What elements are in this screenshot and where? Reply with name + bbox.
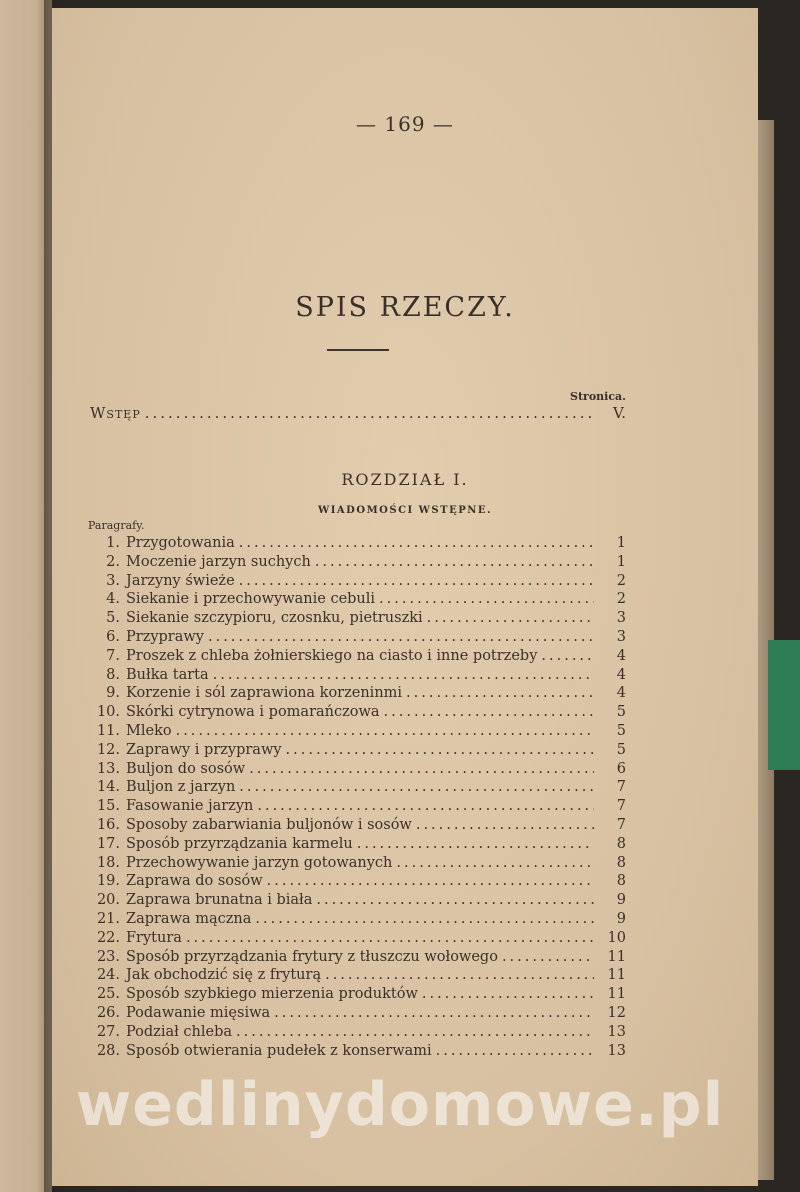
toc-entry-page: 9 <box>616 910 626 927</box>
dot-leader <box>257 797 594 816</box>
dot-leader <box>379 590 594 609</box>
toc-entry-number: 21. <box>96 910 120 927</box>
toc-entry-number: 10. <box>96 704 120 721</box>
toc-entry-title: Bułka tarta <box>126 666 209 683</box>
toc-entry-number: 16. <box>96 816 120 833</box>
toc-entry-number: 13. <box>96 760 120 777</box>
toc-entry-number: 5. <box>106 610 120 627</box>
toc-entry-number: 12. <box>96 741 120 758</box>
toc-entry <box>80 703 626 722</box>
dot-leader <box>422 985 594 1004</box>
toc-entry <box>80 854 626 873</box>
dot-leader <box>236 1023 594 1042</box>
dot-leader <box>176 722 594 741</box>
dot-leader <box>286 741 594 760</box>
toc-entry <box>80 816 626 835</box>
toc-entry-number: 26. <box>96 1004 120 1021</box>
dot-leader <box>384 703 594 722</box>
page-column-header: Stronica. <box>570 390 626 403</box>
toc-entry-number: 15. <box>96 798 120 815</box>
toc-entry <box>80 684 626 703</box>
toc-entry-page: 13 <box>607 1023 626 1040</box>
toc-entry-page: 13 <box>607 1042 626 1059</box>
intro-entry <box>90 404 626 422</box>
toc-entry-page: 1 <box>616 535 626 551</box>
toc-entry-title: Proszek z chleba żołnierskiego na ciasto i inne potrzeby <box>126 647 538 664</box>
toc-entry-title: Siekanie szczypioru, czosnku, pietruszki <box>126 610 423 627</box>
dot-leader <box>239 778 594 797</box>
paragraph-column-header: Paragrafy. <box>88 519 145 532</box>
toc-entry-page: 6 <box>616 760 626 777</box>
toc-entry-number: 19. <box>96 873 120 890</box>
dot-leader <box>427 609 594 628</box>
toc-entry-number: 25. <box>96 986 120 1003</box>
dot-leader <box>274 1004 594 1023</box>
dot-leader <box>239 572 594 591</box>
toc-entry <box>80 1023 626 1042</box>
toc-entry-number: 17. <box>96 835 120 852</box>
toc-entry-page: 8 <box>616 873 626 890</box>
toc-entry <box>80 835 626 854</box>
dot-leader <box>213 666 594 685</box>
toc-entry <box>80 590 626 609</box>
page-title: SPIS RZECZY. <box>295 292 515 323</box>
toc-entry-number: 2. <box>106 553 120 570</box>
toc-entry <box>80 722 626 741</box>
toc-entry <box>80 741 626 760</box>
toc-entry-number: 11. <box>96 722 120 739</box>
toc-entry <box>80 778 626 797</box>
watermark: wedlinydomowe.pl <box>75 1070 725 1140</box>
toc-entry-title: Podział chleba <box>126 1023 233 1040</box>
book-page <box>52 8 758 1186</box>
toc-entry-number: 3. <box>106 572 120 589</box>
toc-entry <box>80 609 626 628</box>
toc-entry-page: 3 <box>616 628 626 645</box>
dot-leader <box>357 835 594 854</box>
toc-entry-page: 3 <box>616 610 626 627</box>
toc-entry-page: 8 <box>616 854 626 871</box>
dot-leader <box>316 891 594 910</box>
toc-entry-page: 1 <box>616 553 626 570</box>
page-number: — 169 — <box>356 112 454 136</box>
toc-entry-title: Moczenie jarzyn suchych <box>126 553 311 570</box>
toc-entry-page: 11 <box>607 967 626 984</box>
toc-entry-page: 4 <box>616 685 626 702</box>
toc-entry-title: Podawanie mięsiwa <box>126 1004 271 1021</box>
toc-entry <box>80 985 626 1004</box>
toc-entry-number: 27. <box>96 1023 120 1040</box>
toc-entry <box>80 910 626 929</box>
dot-leader <box>396 854 594 873</box>
dot-leader <box>186 929 594 948</box>
toc-entry-title: Fasowanie jarzyn <box>126 798 254 815</box>
toc-entry-page: 9 <box>616 892 626 909</box>
toc-entry-title: Jak obchodzić się z fryturą <box>126 967 322 984</box>
dot-leader <box>406 684 594 703</box>
toc-entry-page: 10 <box>607 929 626 946</box>
toc-entry-title: Siekanie i przechowywanie cebuli <box>126 591 376 608</box>
toc-entry-title: Sposób przyrządzania karmelu <box>126 835 353 852</box>
chapter-subtitle: WIADOMOŚCI WSTĘPNE. <box>318 505 492 516</box>
toc-entry-title: Mleko <box>126 722 172 739</box>
toc-entry <box>80 666 626 685</box>
toc-entry-page: 11 <box>607 986 626 1003</box>
intro-page: V. <box>613 404 626 422</box>
toc-entry-page: 7 <box>616 798 626 815</box>
toc-entry <box>80 966 626 985</box>
toc-entry <box>80 948 626 967</box>
toc-entry-page: 8 <box>616 835 626 852</box>
toc-entry-title: Jarzyny świeże <box>126 572 235 589</box>
toc-entry-page: 2 <box>616 572 626 589</box>
dot-leader <box>416 816 594 835</box>
toc-entry-number: 28. <box>96 1042 120 1059</box>
dot-leader <box>502 948 594 967</box>
toc-entry <box>80 797 626 816</box>
toc-list <box>80 534 626 1060</box>
toc-entry-number: 4. <box>106 591 120 608</box>
toc-entry-number: 14. <box>96 779 120 796</box>
toc-entry-number: 6. <box>106 628 120 645</box>
bookmark-ribbon <box>768 640 800 770</box>
dot-leader <box>315 553 594 572</box>
toc-entry-number: 23. <box>96 948 120 965</box>
toc-entry-title: Sposób przyrządzania frytury z tłuszczu wołowego <box>126 948 498 965</box>
toc-entry-page: 5 <box>616 722 626 739</box>
toc-entry <box>80 534 626 553</box>
title-divider <box>327 349 389 351</box>
toc-entry-number: 24. <box>96 967 120 984</box>
toc-entry-title: Sposoby zabarwiania buljonów i sosów <box>126 816 412 833</box>
toc-entry-page: 7 <box>616 779 626 796</box>
dot-leader <box>255 910 594 929</box>
toc-entry-page: 12 <box>607 1004 626 1021</box>
toc-entry-number: 22. <box>96 929 120 946</box>
toc-entry-page: 4 <box>616 666 626 683</box>
toc-entry-title: Zaprawa mączna <box>126 910 252 927</box>
toc-entry-number: 8. <box>106 666 120 683</box>
toc-entry-number: 7. <box>106 647 120 664</box>
dot-leader <box>325 966 594 985</box>
toc-entry <box>80 628 626 647</box>
toc-entry-title: Zaprawa do sosów <box>126 873 263 890</box>
toc-entry <box>80 572 626 591</box>
toc-entry-page: 4 <box>616 647 626 664</box>
toc-entry-title: Frytura <box>126 929 182 946</box>
toc-entry-title: Buljon do sosów <box>126 760 246 777</box>
toc-entry <box>80 929 626 948</box>
dot-leader <box>541 647 594 666</box>
toc-entry <box>80 872 626 891</box>
intro-label: Wstęp <box>90 404 141 422</box>
toc-entry-page: 11 <box>607 948 626 965</box>
toc-entry-title: Zaprawa brunatna i biała <box>126 892 313 909</box>
toc-entry-title: Przyprawy <box>126 628 204 645</box>
toc-entry-number: 1. <box>106 535 120 551</box>
dot-leader <box>208 628 594 647</box>
toc-entry-title: Sposób szybkiego mierzenia produktów <box>126 986 418 1003</box>
toc-entry <box>80 1042 626 1061</box>
dot-leader <box>249 760 594 779</box>
toc-entry-title: Sposób otwierania pudełek z konserwami <box>126 1042 432 1059</box>
toc-entry-page: 5 <box>616 741 626 758</box>
dot-leader <box>145 404 596 422</box>
dot-leader <box>239 534 594 553</box>
toc-entry <box>80 647 626 666</box>
toc-entry-number: 18. <box>96 854 120 871</box>
toc-entry-page: 5 <box>616 704 626 721</box>
toc-entry-number: 9. <box>106 685 120 702</box>
toc-entry-title: Skórki cytrynowa i pomarańczowa <box>126 704 380 721</box>
toc-entry-number: 20. <box>96 892 120 909</box>
toc-entry-page: 7 <box>616 816 626 833</box>
toc-entry-page: 2 <box>616 591 626 608</box>
toc-entry <box>80 760 626 779</box>
toc-entry <box>80 1004 626 1023</box>
dot-leader <box>436 1042 594 1061</box>
dot-leader <box>267 872 594 891</box>
toc-entry-title: Przechowywanie jarzyn gotowanych <box>126 854 393 871</box>
toc-entry-title: Przygotowania <box>126 535 235 551</box>
toc-entry <box>80 553 626 572</box>
chapter-title: ROZDZIAŁ I. <box>341 470 469 489</box>
toc-entry-title: Zaprawy i przyprawy <box>126 741 282 758</box>
toc-entry-title: Korzenie i sól zaprawiona korzeninmi <box>126 685 403 702</box>
toc-entry-title: Buljon z jarzyn <box>126 779 236 796</box>
toc-entry <box>80 891 626 910</box>
